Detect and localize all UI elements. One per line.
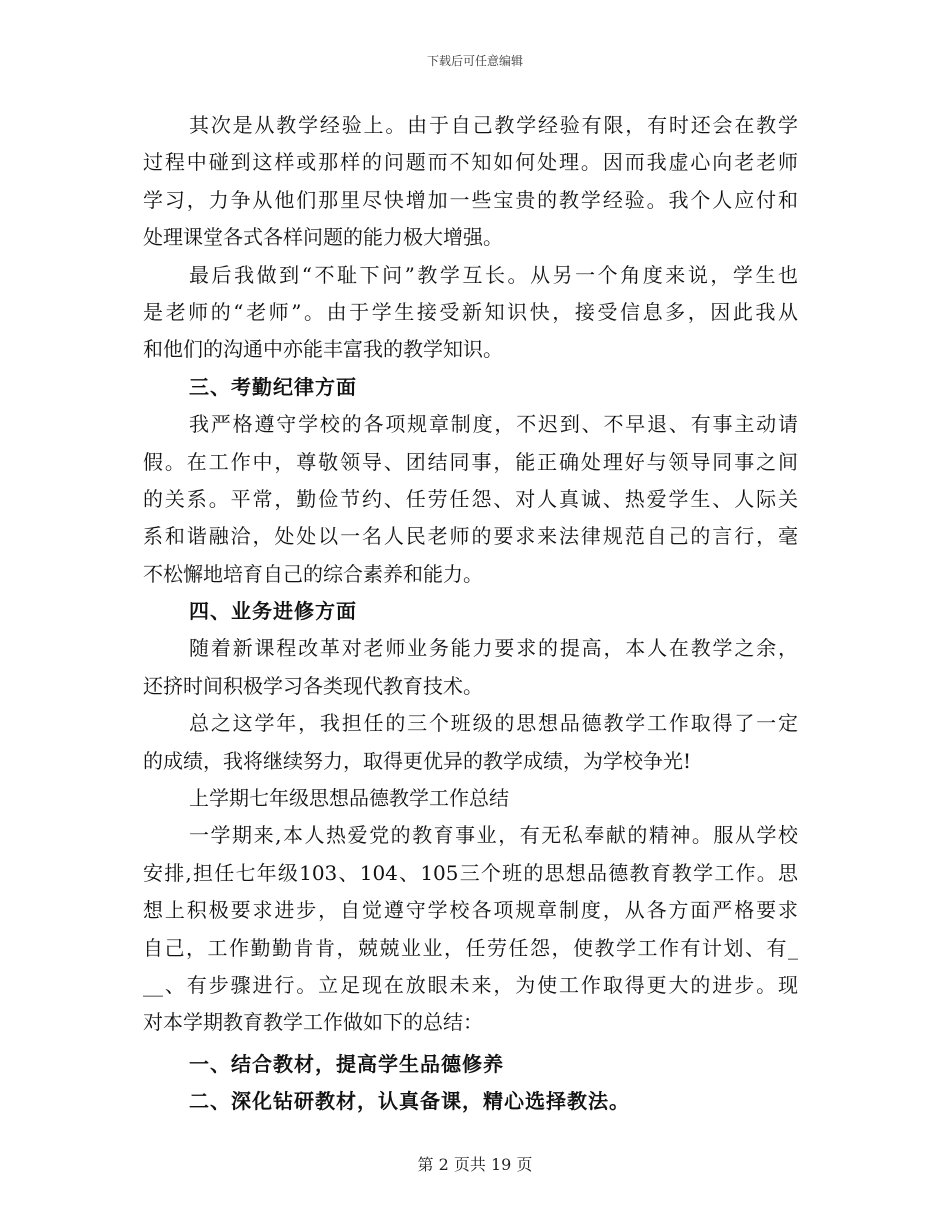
- text-line: 自己，工作勤勤肯肯，兢兢业业，任劳任怨，使教学工作有计划、有_: [143, 935, 798, 960]
- section-heading: 四、业务进修方面: [189, 599, 357, 624]
- text-line: 不松懈地培育自己的综合素养和能力。: [143, 561, 483, 586]
- text-line: 一学期来,本人热爱党的教育事业，有无私奉献的精神。服从学校: [189, 823, 798, 848]
- text-line: 随着新课程改革对老师业务能力要求的提高，本人在教学之余，: [189, 636, 798, 661]
- paragraph: [143, 107, 798, 257]
- paragraph: [143, 630, 798, 705]
- document-body: [143, 107, 798, 1121]
- paragraph: [143, 257, 798, 369]
- text-line: 过程中碰到这样或那样的问题而不知如何处理。因而我虚心向老老师: [143, 150, 798, 175]
- text-line: 的成绩，我将继续努力，取得更优异的教学成绩，为学校争光!: [143, 748, 692, 773]
- page-header: 下载后可任意编辑: [426, 54, 523, 68]
- text-line: 最后我做到“不耻下问”教学互长。从另一个角度来说，学生也: [189, 262, 798, 287]
- section-heading: 一、结合教材，提高学生品德修养: [189, 1051, 504, 1076]
- page-footer: 第 2 页共 19 页: [417, 1155, 533, 1174]
- text-line: __、有步骤进行。立足现在放眼未来，为使工作取得更大的进步。现: [143, 972, 798, 997]
- section-heading: 三、考勤纪律方面: [189, 374, 357, 399]
- text-line: 系和谐融洽，处处以一名人民老师的要求来法律规范自己的言行，毫: [143, 524, 798, 549]
- text-line: 是老师的“老师”。由于学生接受新知识快，接受信息多，因此我从: [143, 299, 798, 324]
- paragraph: [143, 817, 798, 1041]
- text-line: 安排,担任七年级103、104、105三个班的思想品德教育教学工作。思: [143, 860, 798, 885]
- text-line: 总之这学年，我担任的三个班级的思想品德教学工作取得了一定: [189, 711, 798, 736]
- paragraph: [143, 705, 798, 780]
- section-heading: 二、深化钻研教材，认真备课，精心选择教法。: [189, 1089, 630, 1114]
- text-line: 其次是从教学经验上。由于自己教学经验有限，有时还会在教学: [189, 113, 798, 137]
- text-line: 想上积极要求进步，自觉遵守学校各项规章制度，从各方面严格要求: [143, 898, 798, 923]
- document-subtitle: 上学期七年级思想品德教学工作总结: [189, 786, 509, 811]
- text-line: 和他们的沟通中亦能丰富我的教学知识。: [143, 337, 503, 362]
- text-line: 假。在工作中，尊敬领导、团结同事，能正确处理好与领导同事之间: [143, 449, 798, 474]
- text-line: 处理课堂各式各样问题的能力极大增强。: [143, 225, 503, 250]
- paragraph: [143, 406, 798, 593]
- text-line: 还挤时间积极学习各类现代教育技术。: [143, 673, 483, 698]
- text-line: 对本学期教育教学工作做如下的总结：: [143, 1010, 483, 1035]
- text-line: 我严格遵守学校的各项规章制度，不迟到、不早退、有事主动请: [189, 412, 798, 437]
- text-line: 的关系。平常，勤俭节约、任劳任怨、对人真诚、热爱学生、人际关: [143, 486, 798, 511]
- text-line: 学习，力争从他们那里尽快增加一些宝贵的教学经验。我个人应付和: [143, 187, 798, 212]
- paragraph: [143, 780, 798, 817]
